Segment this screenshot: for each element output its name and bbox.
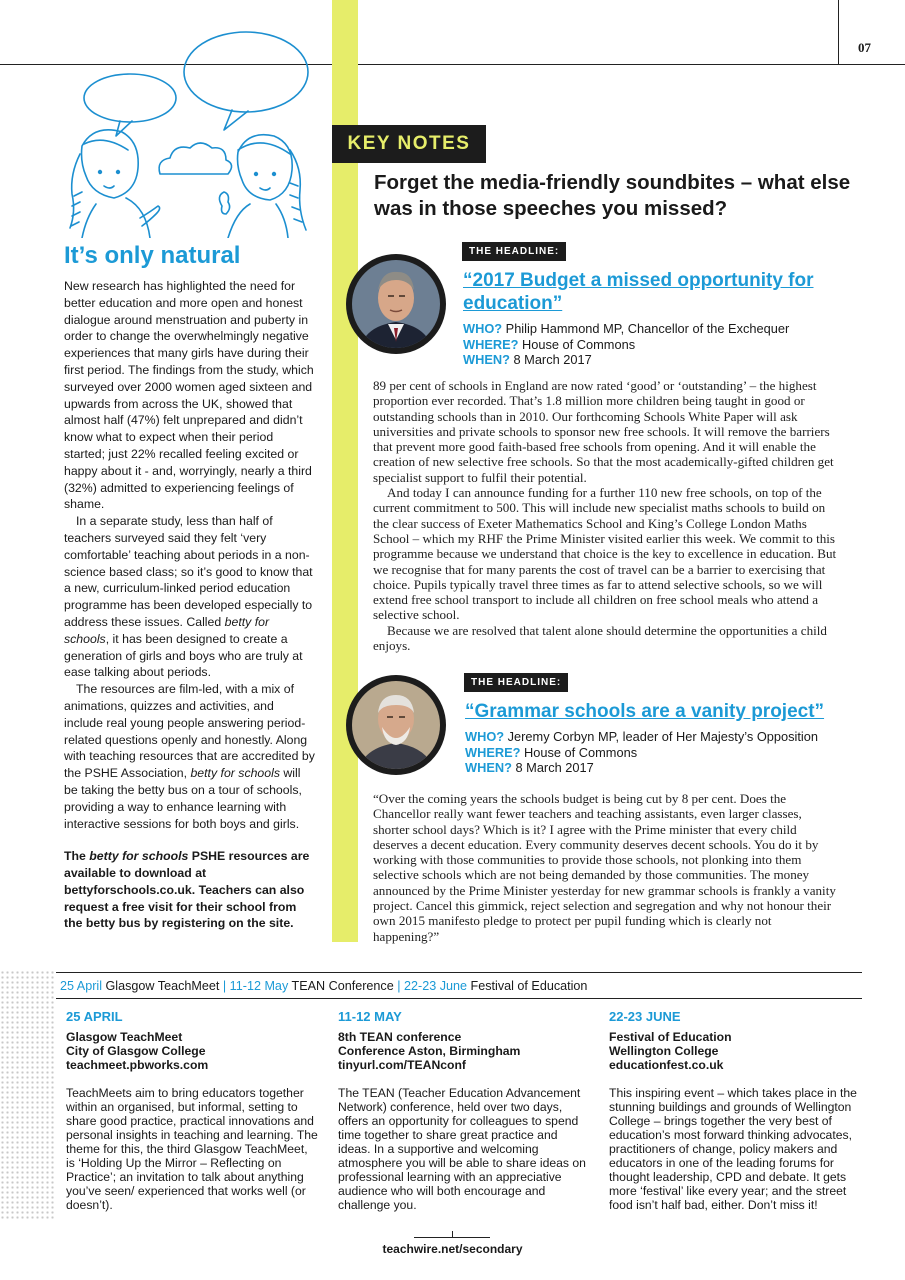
corbyn-portrait-icon — [352, 681, 440, 769]
event-description: The TEAN (Teacher Education Advancement Network) conference, held over two days, offers an opportunity for colleagues to spend time together to share great practice and ideas. In a supportive and welcoming atmosphere you will be able to share ideas on professional learning with an appreciative audience who will both encourage and challenge you. — [338, 1086, 586, 1212]
events-summary-bar: 25 April Glasgow TeachMeet | 11-12 May TEAN Conference | 22-23 June Festival of Education — [60, 979, 588, 993]
speaker-photo-corbyn — [346, 675, 446, 775]
key-notes-intro: Forget the media-friendly soundbites – what else was in those speeches you missed? — [374, 171, 851, 220]
hammond-portrait-icon — [352, 260, 440, 348]
events-rule-bottom — [56, 998, 862, 999]
event-info: Glasgow TeachMeet City of Glasgow College teachmeet.pbworks.com — [66, 1030, 209, 1072]
event-column — [338, 1010, 590, 1212]
footer-rule — [414, 1237, 490, 1238]
article-title: It’s only natural — [64, 242, 241, 269]
article-call-to-action: The betty for schools PSHE resources are available to download at bettyforschools.co.uk. Teachers can also request a free visit for their school from the betty bus by registering on the site. — [64, 849, 310, 931]
event-date: 11-12 MAY — [338, 1009, 402, 1024]
key-notes-label: KEY NOTES — [332, 125, 486, 163]
event-info: Festival of Education Wellington College educationfest.co.uk — [609, 1030, 732, 1072]
speech-paragraph: And today I can announce funding for a further 110 new free schools, on top of the current commitment to 500. This will include new specialist maths schools to build on the clear success of Exeter Mathematics School and King’s College London Maths School – which my RHF the Prime Minister visited earlier this week. We commit to this programme because we understand that choice is the key to excellence in education. But we recognise that for many parents the cost of travel can be a barrier to exercising that choice. Pupils typically travel three times as far to attend selective schools, so we will extend free school transport to include all children on free school meals who attend a selective school. — [373, 485, 837, 623]
speech-meta: WHO? Jeremy Corbyn MP, leader of Her Majesty’s Opposition WHERE? House of Commons WHEN? 8 March 2017 — [465, 729, 818, 776]
article-body — [64, 278, 316, 932]
event-column — [609, 1010, 861, 1212]
event-description: This inspiring event – which takes place in the stunning buildings and grounds of Wellington College – brings together the very best of education’s most forward thinking advocates, practitioners of change, policy makers and educators in one of the leading forums for thought leadership, CPD and debate. It gets more ‘festival’ like every year; and the street food isn’t half bad, either. Don’t miss it! — [609, 1086, 857, 1212]
speech-paragraph: “Over the coming years the schools budget is being cut by 8 per cent. Does the Chancellor really want fewer teachers and teaching assistants, even larger classes, shorter school days? Which is it? I agree with the Prime minister that every child deserves a decent education. Every community deserves decent schools. You do it by working with those communities to provide those schools, not plonking into them selective schools which are not being demanded by those communities. The money announced by the Prime Minister yesterday for new grammar schools is frankly a vanity project. Cancel this gimmick, reject selection and segregation and why not honour their own 2015 manifesto pledge to protect per pupil funding which is clearly not happening?” — [373, 791, 836, 944]
speech-excerpt — [373, 378, 838, 653]
speech-title: “2017 Budget a missed opportunity for education” — [463, 270, 814, 314]
page-number: 07 — [858, 40, 871, 55]
footer-tick — [452, 1231, 453, 1237]
event-description: TeachMeets aim to bring educators together within an organised, but informal, setting to share good practice, practical innovations and personal insights in teaching and learning. The theme for this, the third Glasgow TeachMeet, is ‘Holding Up the Mirror – Reflecting on Practice’; an invitation to talk about anything you’ve seen/ experienced that works well (or doesn’t). — [66, 1086, 318, 1212]
headline-label: THE HEADLINE: — [462, 242, 566, 261]
speech-paragraph: Because we are resolved that talent alone should determine the opportunities a child enjoys. — [373, 622, 827, 654]
events-rule-top — [56, 972, 862, 973]
header-divider — [838, 0, 839, 64]
speech-excerpt — [373, 791, 838, 944]
event-info: 8th TEAN conference Conference Aston, Birmingham tinyurl.com/TEANconf — [338, 1030, 521, 1072]
event-date: 22-23 JUNE — [609, 1009, 681, 1024]
speech-paragraph: 89 per cent of schools in England are now rated ‘good’ or ‘outstanding’ – the highest proportion ever recorded. That’s 1.8 million more children being taught in good or outstanding schools than in 2010. Our forthcoming Schools White Paper will ask universities and private schools to sponsor new free schools. It will remove the barriers that prevent more good faith-based free schools from opening. And it will enable the creation of new selective free schools. So that the most academically-gifted children get specialist support to fulfil their potential. — [373, 378, 834, 485]
headline-label: THE HEADLINE: — [464, 673, 568, 692]
speech-meta: WHO? Philip Hammond MP, Chancellor of the Exchequer WHERE? House of Commons WHEN? 8 March 2017 — [463, 321, 790, 368]
article-paragraph: In a separate study, less than half of teachers surveyed said they felt ‘very comfortable’ teaching about periods in a non-science based class; so it’s good to know that a new, curriculum-linked period education programme has been developed especially to address these issues. Called betty for schools, it has been designed to create a generation of girls and boys who are truly at ease talking about periods. — [64, 514, 313, 680]
event-column — [66, 1010, 318, 1212]
article-paragraph: New research has highlighted the need for better education and more open and honest dialogue around menstruation and puberty in order to change the overwhelmingly negative experiences that many girls have during their first period. The findings from the study, which surveyed over 2000 women aged sixteen and upwards from across the UK, showed that almost half (47%) felt unprepared and didn’t know what to expect when their period started; just 22% recalled feeling excited or happy about it - and, worryingly, nearly a third (32%) admitted to experiencing feelings of shame. — [64, 279, 314, 512]
speech-title: “Grammar schools are a vanity project” — [465, 701, 825, 722]
footer-url[interactable]: teachwire.net/secondary — [382, 1242, 523, 1256]
dotted-pattern — [0, 970, 56, 1220]
article-paragraph: The resources are film-led, with a mix of animations, quizzes and activities, and include real young people answering period-related questions openly and honestly. Along with teaching resources that are accredited by the PSHE Association, betty for schools will be taking the betty bus on a tour of schools, providing a way to enhance learning with interactive sessions for both boys and girls. — [64, 682, 315, 831]
speaker-photo-hammond — [346, 254, 446, 354]
event-date: 25 APRIL — [66, 1009, 123, 1024]
girls-talking-illustration — [62, 26, 320, 238]
